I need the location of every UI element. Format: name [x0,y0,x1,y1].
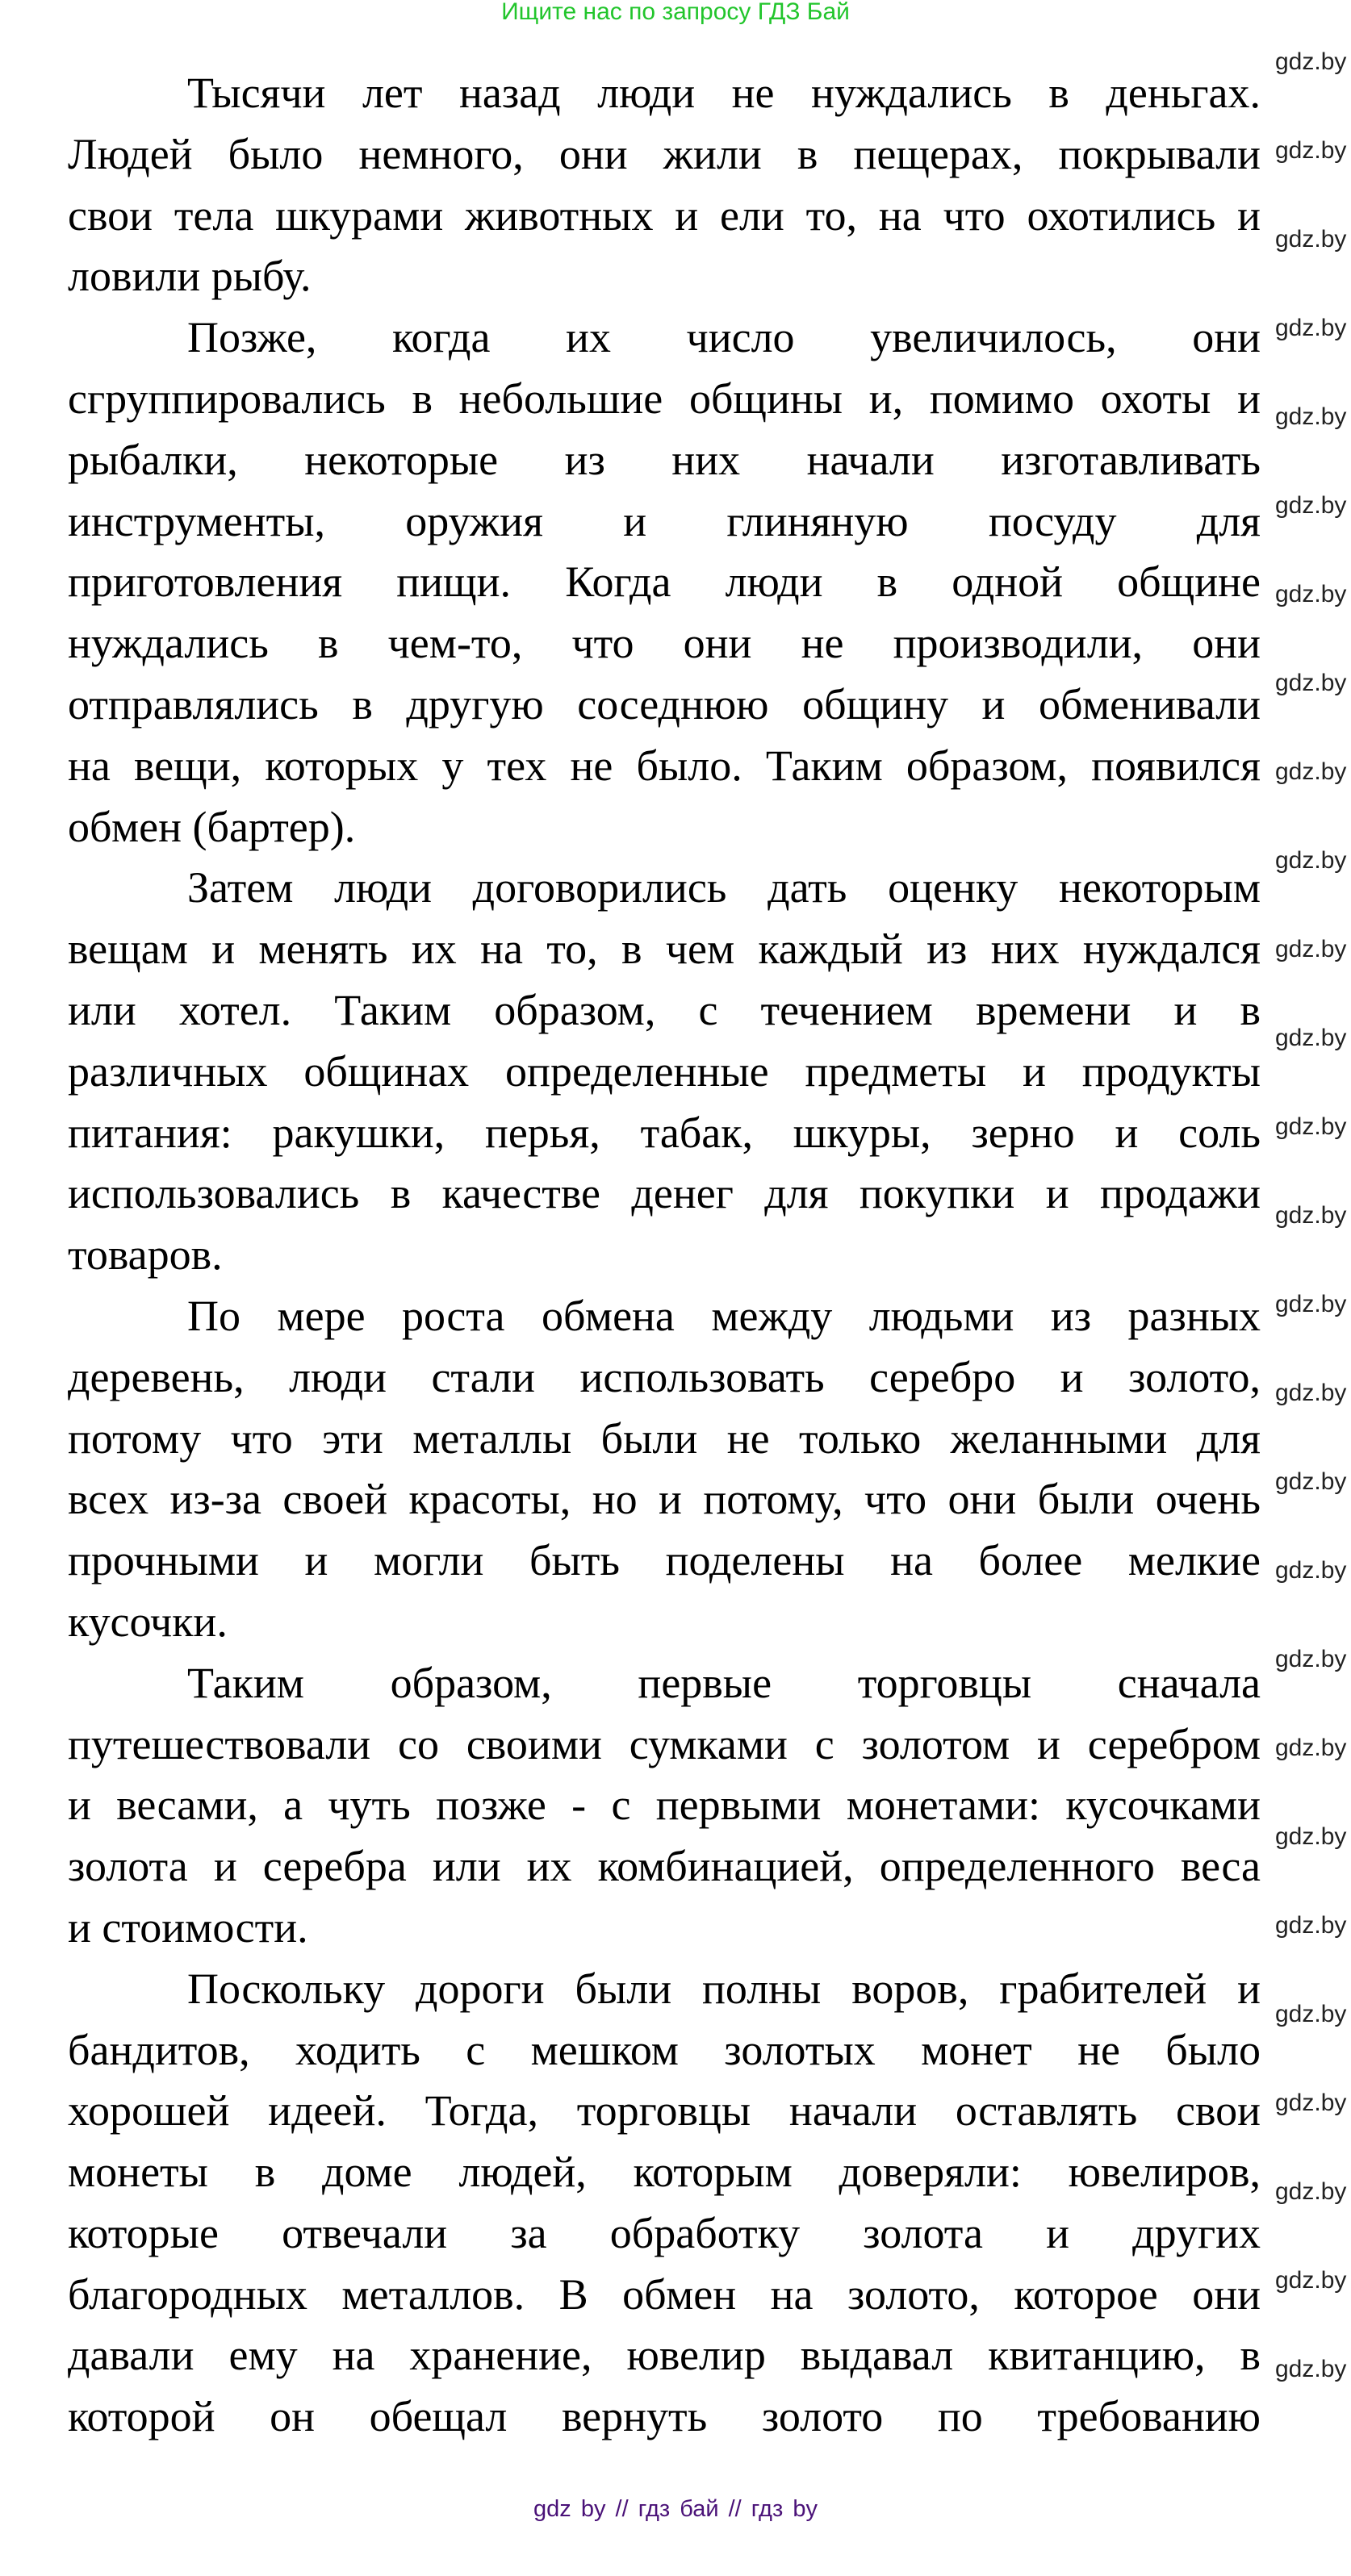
text-line: и стоимости. [68,1902,308,1952]
paragraph [68,307,1261,858]
paragraph [68,63,1261,307]
text-line: сгруппировались в небольшие общины и, помимо охоты и [68,374,1261,423]
search-hint-banner: Ищите нас по запросу ГДЗ Бай [501,0,850,25]
text-line: всех из-за своей красоты, но и потому, что они были очень [68,1475,1261,1524]
text-line: Людей было немного, они жили в пещерах, покрывали [68,129,1261,178]
text-line: которой он обещал вернуть золото по требованию [68,2392,1261,2441]
paragraph [68,858,1261,1286]
text-line: отправлялись в другую соседнюю общину и обменивали [68,679,1261,729]
paragraph [68,1286,1261,1653]
watermark-text: gdz.by [1275,758,1347,785]
text-line: ловили рыбу. [68,252,312,301]
text-line: которые отвечали за обработку золота и других [68,2208,1261,2257]
watermark-text: gdz.by [1275,403,1347,430]
text-line: золота и серебра или их комбинацией, определенного веса [68,1842,1261,1891]
text-line: и весами, а чуть позже - с первыми монетами: кусочками [68,1781,1261,1830]
text-line: путешествовали со своими сумками с золотом и серебром [68,1719,1261,1768]
text-line: бандитов, ходить с мешком золотых монет не было [68,2025,1261,2074]
text-line: свои тела шкурами животных и ели то, на что охотились и [68,190,1261,240]
paragraph [68,1653,1261,1959]
watermark-text: gdz.by [1275,1823,1347,1850]
watermark-text: gdz.by [1275,1646,1347,1672]
text-line: потому что эти металлы были не только желанными для [68,1413,1261,1463]
text-line: благородных металлов. В обмен на золото, которое они [68,2269,1261,2319]
watermark-text: gdz.by [1275,847,1347,874]
text-line: По мере роста обмена между людьми из разных [187,1291,1261,1340]
text-line: вещам и менять их на то, в чем каждый из них нуждался [68,925,1261,974]
text-line: Поскольку дороги были полны воров, грабителей и [187,1964,1261,2013]
watermark-text: gdz.by [1275,936,1347,962]
watermark-text: gdz.by [1275,2090,1347,2116]
watermark-text: gdz.by [1275,137,1347,164]
footer-watermark: gdz by // гдз бай // гдз by [533,2496,818,2522]
watermark-text: gdz.by [1275,48,1347,75]
watermark-text: gdz.by [1275,2356,1347,2382]
text-line: кусочки. [68,1597,228,1646]
watermark-text: gdz.by [1275,1468,1347,1495]
text-line: инструменты, оружия и глиняную посуду для [68,496,1261,545]
text-line: деревень, люди стали использовать серебро и золото, [68,1352,1261,1401]
text-line: Таким образом, первые торговцы сначала [187,1658,1261,1707]
paragraph [68,1959,1261,2448]
text-line: приготовления пищи. Когда люди в одной общине [68,557,1261,607]
text-line: использовались в качестве денег для покупки и продажи [68,1169,1261,1218]
watermark-text: gdz.by [1275,1025,1347,1051]
watermark-text: gdz.by [1275,2178,1347,2205]
text-line: питания: ракушки, перья, табак, шкуры, зерно и соль [68,1108,1261,1157]
watermark-text: gdz.by [1275,1202,1347,1229]
text-line: различных общинах определенные предметы и продукты [68,1046,1261,1096]
watermark-text: gdz.by [1275,670,1347,696]
text-line: или хотел. Таким образом, с течением времени и в [68,985,1261,1034]
text-line: Затем люди договорились дать оценку некоторым [187,863,1261,912]
text-line: нуждались в чем-то, что они не производили, они [68,619,1261,668]
watermark-text: gdz.by [1275,1735,1347,1761]
watermark-text: gdz.by [1275,581,1347,607]
watermark-text: gdz.by [1275,315,1347,341]
text-line: монеты в доме людей, которым доверяли: ювелиров, [68,2148,1261,2197]
watermark-text: gdz.by [1275,226,1347,253]
text-line: прочными и могли быть поделены на более мелкие [68,1536,1261,1585]
text-line: Тысячи лет назад люди не нуждались в деньгах. [187,69,1261,117]
text-line: обмен (бартер). [68,802,356,851]
text-line: на вещи, которых у тех не было. Таким образом, появился [68,741,1261,790]
watermark-text: gdz.by [1275,1291,1347,1317]
text-line: давали ему на хранение, ювелир выдавал квитанцию, в [68,2331,1261,2380]
text-line: товаров. [68,1230,223,1280]
watermark-text: gdz.by [1275,1557,1347,1584]
text-line: Позже, когда их число увеличилось, они [187,313,1261,362]
watermark-text: gdz.by [1275,1113,1347,1140]
text-line: хорошей идеей. Тогда, торговцы начали оставлять свои [68,2086,1261,2136]
watermark-text: gdz.by [1275,2001,1347,2027]
watermark-text: gdz.by [1275,1912,1347,1939]
text-line: рыбалки, некоторые из них начали изготавливать [68,435,1261,484]
watermark-text: gdz.by [1275,2267,1347,2294]
watermark-text: gdz.by [1275,1380,1347,1406]
watermark-text: gdz.by [1275,492,1347,519]
document-body [68,63,1261,2448]
